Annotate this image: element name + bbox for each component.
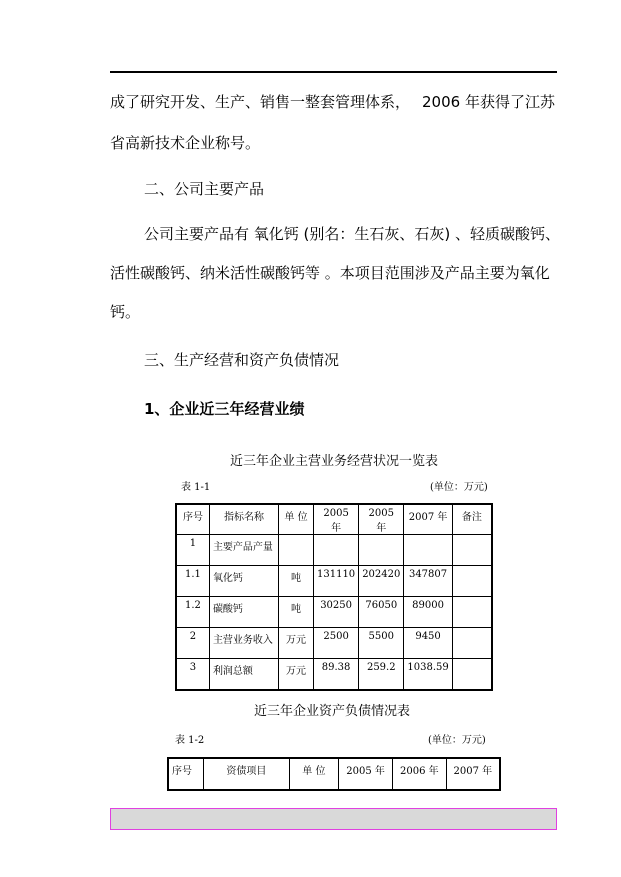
table-cell: 1038.59 <box>404 659 452 691</box>
table-2-title: 近三年企业资产负债情况表 <box>254 704 411 719</box>
paragraph-1-line-1b: 2006 年获得了江苏 <box>422 93 555 111</box>
paragraph-2-line-1: 公司主要产品有 氧化钙 (别名：生石灰、石灰) 、轻质碳酸钙、 <box>144 225 561 243</box>
header-cell: 2005 年 <box>359 504 404 535</box>
table-cell: 氧化钙 <box>209 566 278 597</box>
table-cell <box>359 535 404 566</box>
header-rule <box>110 71 557 73</box>
table-cell: 主营业务收入 <box>209 628 278 659</box>
table-row <box>176 566 492 597</box>
table-cell: 259.2 <box>359 659 404 691</box>
table-cell: 3 <box>176 659 209 691</box>
table-row <box>176 628 492 659</box>
section-heading-operations: 三、生产经营和资产负债情况 <box>144 351 340 369</box>
table-row <box>176 659 492 691</box>
table-cell: 吨 <box>279 597 314 628</box>
table-cell: 30250 <box>314 597 359 628</box>
header-cell: 序号 <box>176 504 209 535</box>
subsection-heading-performance: 1、企业近三年经营业绩 <box>144 400 305 418</box>
table-row <box>176 535 492 566</box>
table-cell <box>452 659 492 691</box>
table-1-label: 表 1-1 <box>181 482 211 493</box>
table-cell: 1.2 <box>176 597 209 628</box>
header-cell: 单 位 <box>289 758 339 790</box>
table-header-row <box>176 504 492 535</box>
section-heading-products: 二、公司主要产品 <box>144 180 265 198</box>
table-cell <box>452 597 492 628</box>
table-cell: 主要产品产量 <box>209 535 278 566</box>
table-cell: 万元 <box>279 659 314 691</box>
table-1-title: 近三年企业主营业务经营状况一览表 <box>230 454 439 469</box>
table-cell: 202420 <box>359 566 404 597</box>
header-cell: 2006 年 <box>392 758 446 790</box>
table-cell: 76050 <box>359 597 404 628</box>
table-cell <box>452 535 492 566</box>
table-cell: 万元 <box>279 628 314 659</box>
page-footer-bar <box>110 808 557 830</box>
table-cell <box>314 535 359 566</box>
paragraph-1-line-1a: 成了研究开发、生产、销售一整套管理体系， <box>110 93 411 111</box>
header-cell: 序号 <box>168 758 204 790</box>
header-cell: 2007 年 <box>404 504 452 535</box>
paragraph-2-line-2: 活性碳酸钙、纳米活性碳酸钙等 。本项目范围涉及产品主要为氧化 <box>110 264 550 282</box>
table-cell <box>279 535 314 566</box>
table-cell: 9450 <box>404 628 452 659</box>
balance-sheet-table <box>167 757 501 791</box>
table-cell: 吨 <box>279 566 314 597</box>
table-2-unit: (单位：万元) <box>428 735 486 746</box>
table-cell: 2500 <box>314 628 359 659</box>
header-cell: 2007 年 <box>446 758 500 790</box>
table-cell: 1 <box>176 535 209 566</box>
header-cell: 备注 <box>452 504 492 535</box>
table-cell <box>452 566 492 597</box>
table-cell: 碳酸钙 <box>209 597 278 628</box>
table-cell: 5500 <box>359 628 404 659</box>
header-cell: 资债项目 <box>204 758 289 790</box>
paragraph-1-line-2: 省高新技术企业称号。 <box>110 134 261 152</box>
table-cell: 1.1 <box>176 566 209 597</box>
operations-table <box>175 503 493 691</box>
table-cell <box>404 535 452 566</box>
table-cell: 131110 <box>314 566 359 597</box>
table-cell: 347807 <box>404 566 452 597</box>
table-2-label: 表 1-2 <box>175 735 205 746</box>
table-cell: 利润总额 <box>209 659 278 691</box>
table-1-unit: (单位：万元) <box>430 482 488 493</box>
header-cell: 2005 年 <box>314 504 359 535</box>
header-cell: 指标名称 <box>209 504 278 535</box>
header-cell: 单 位 <box>279 504 314 535</box>
table-cell: 89000 <box>404 597 452 628</box>
table-header-row <box>168 758 500 790</box>
table-cell: 2 <box>176 628 209 659</box>
paragraph-2-line-3: 钙。 <box>110 303 141 321</box>
table-cell <box>452 628 492 659</box>
table-cell: 89.38 <box>314 659 359 691</box>
table-row <box>176 597 492 628</box>
header-cell: 2005 年 <box>339 758 393 790</box>
